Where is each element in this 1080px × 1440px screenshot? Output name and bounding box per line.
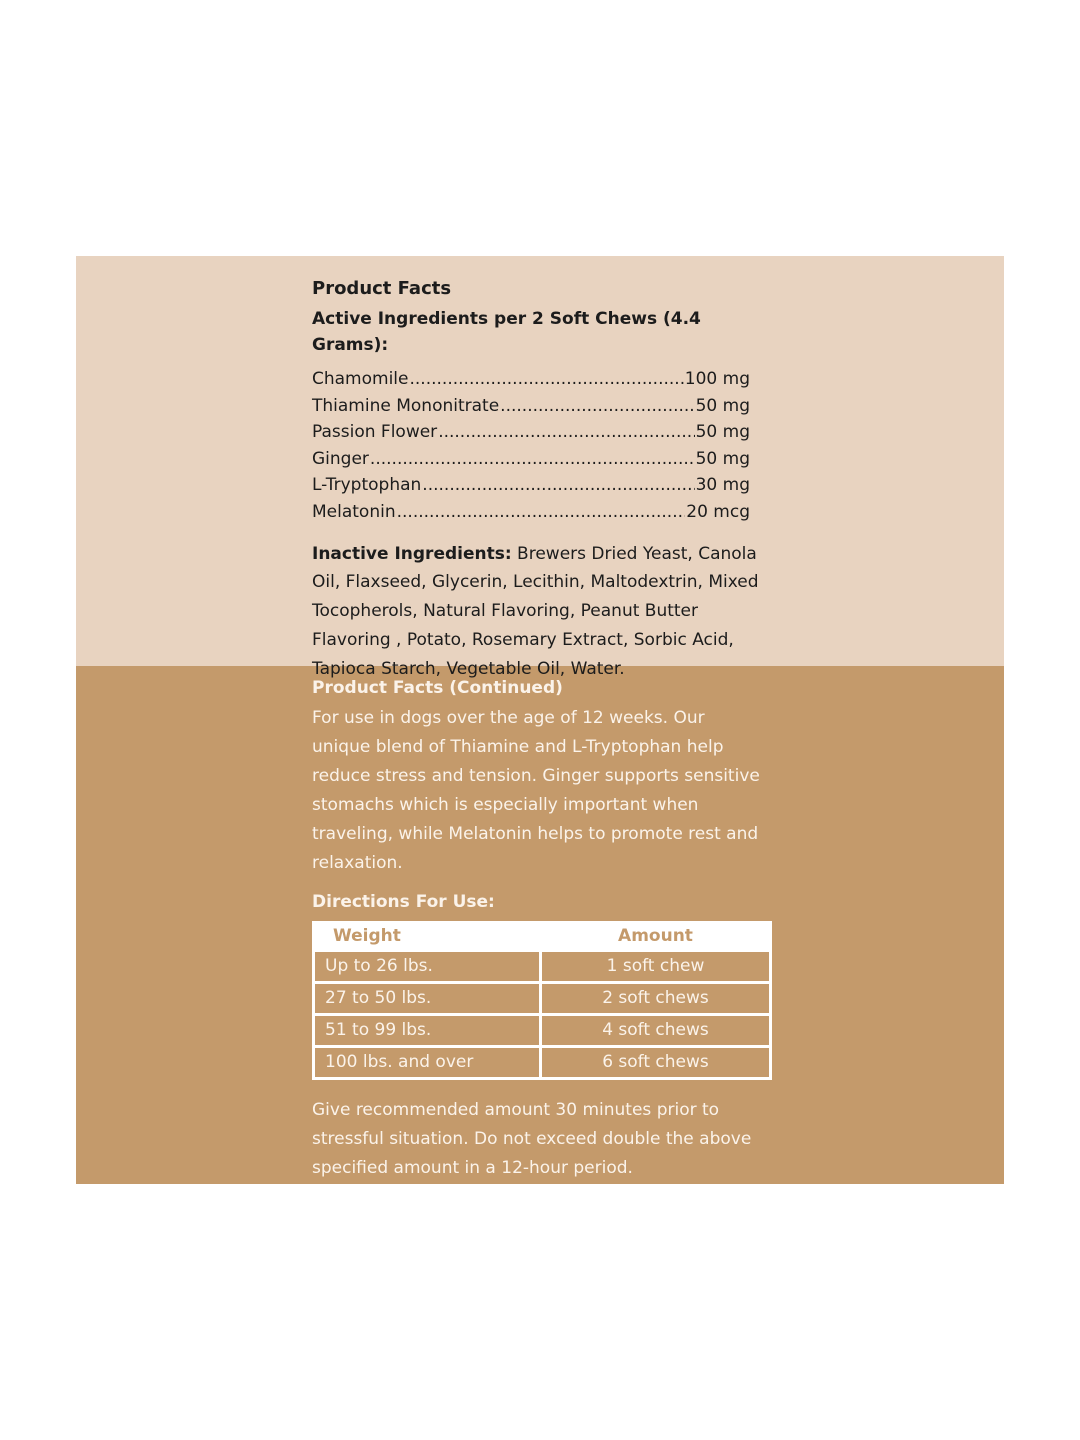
inactive-ingredients-label: Inactive Ingredients: (312, 543, 512, 564)
directions-table-header (315, 924, 769, 949)
table-row (315, 949, 769, 981)
amount-cell: 2 soft chews (602, 988, 709, 1009)
ingredient-amount: 50 mg (695, 395, 750, 416)
inactive-ingredients-text: Brewers Dried Yeast, Canola Oil, Flaxseed, Glycerin, Lecithin, Maltodextrin, Mixed Tocopherols, Natural Flavoring, Peanut Butter Flavoring , Potato, Rosemary Extract, Sorbic Acid, Tapioca Starch, Vegetable Oil, Water. (312, 543, 759, 679)
ingredient-name: Ginger (312, 448, 369, 469)
weight-cell: Up to 26 lbs. (315, 952, 542, 981)
ingredient-amount: 30 mg (695, 475, 750, 496)
amount-cell: 1 soft chew (606, 956, 705, 977)
amount-column-header: Amount (618, 926, 693, 947)
weight-column-header: Weight (333, 926, 401, 947)
ingredient-amount: 50 mg (695, 422, 750, 443)
ingredient-row (312, 419, 750, 446)
weight-cell: 100 lbs. and over (315, 1048, 542, 1077)
weight-cell: 51 to 99 lbs. (315, 1016, 542, 1045)
weight-cell: 27 to 50 lbs. (315, 984, 542, 1013)
ingredient-row (312, 366, 750, 393)
dot-leader (438, 419, 694, 446)
product-facts-title: Product Facts (312, 278, 452, 299)
ingredient-row (312, 446, 750, 473)
table-row (315, 1045, 769, 1077)
ingredient-name: Chamomile (312, 369, 409, 389)
ingredient-amount: 20 mcg (686, 501, 750, 522)
directions-title: Directions For Use: (312, 892, 495, 913)
inactive-ingredients (312, 540, 764, 684)
ingredient-name: Passion Flower (312, 422, 438, 443)
directions-note: Give recommended amount 30 minutes prior to stressful situation. Do not exceed double the above specified amount in a 12-hour period. (312, 1100, 752, 1179)
dot-leader (410, 366, 684, 393)
table-row (315, 981, 769, 1013)
ingredient-amount: 100 mg (684, 369, 750, 389)
dot-leader (397, 499, 686, 526)
ingredient-row (312, 472, 750, 499)
dot-leader (422, 472, 694, 499)
ingredient-amount: 50 mg (695, 448, 750, 469)
ingredient-row (312, 499, 750, 526)
continued-body: For use in dogs over the age of 12 weeks. Our unique blend of Thiamine and L-Tryptophan help reduce stress and tension. Ginger supports sensitive stomachs which is especially important when traveling, while Melatonin helps to promote rest and relaxation. (312, 708, 760, 873)
dot-leader (500, 393, 694, 420)
dot-leader (370, 446, 695, 473)
ingredient-name: Thiamine Mononitrate (312, 395, 500, 416)
table-row (315, 1013, 769, 1045)
ingredient-name: Melatonin (312, 501, 396, 522)
amount-cell: 6 soft chews (602, 1052, 709, 1073)
amount-cell: 4 soft chews (602, 1020, 709, 1041)
continued-title: Product Facts (Continued) (312, 678, 563, 698)
product-facts-section (312, 276, 782, 684)
directions-table (312, 921, 772, 1080)
ingredient-name: L-Tryptophan (312, 475, 422, 496)
product-facts-continued-section (312, 674, 782, 1200)
ingredient-row (312, 393, 750, 420)
active-ingredients-title: Active Ingredients per 2 Soft Chews (4.4 Grams): (312, 309, 701, 355)
